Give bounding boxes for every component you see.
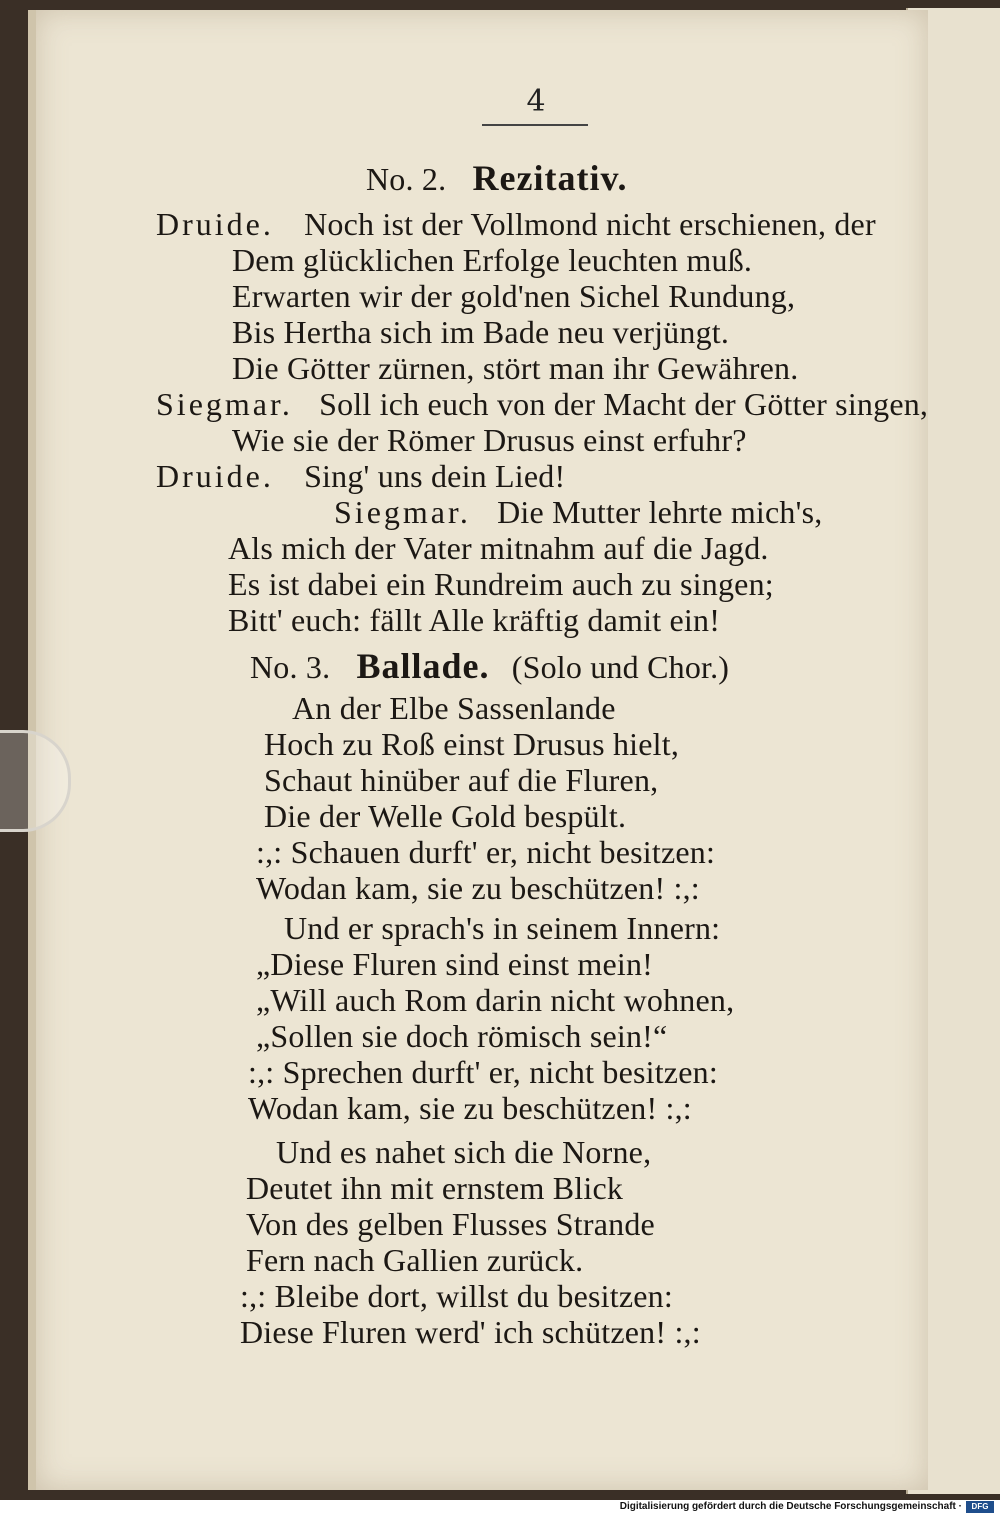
speaker-label: Siegmar. <box>334 494 471 530</box>
ballad-refrain: Wodan kam, sie zu beschützen! :,: <box>256 870 700 906</box>
verse-text: Soll ich euch von der Macht der Götter singen, <box>319 386 929 422</box>
section-heading-rezitativ <box>366 160 627 197</box>
verse-text: Erwarten wir der gold'nen Sichel Rundung, <box>232 278 796 314</box>
verse-text: Noch ist der Vollmond nicht erschienen, der <box>304 206 876 242</box>
verse-text: Die Götter zürnen, stört man ihr Gewähren. <box>232 350 799 386</box>
page-number-rule <box>482 124 588 126</box>
ballad-line: Und er sprach's in seinem Innern: <box>284 910 721 946</box>
ballad-line: An der Elbe Sassenlande <box>292 690 616 726</box>
funding-credit: Digitalisierung gefördert durch die Deutsche Forschungsgemeinschaft · <box>619 1501 962 1512</box>
section-title: Rezitativ. <box>472 158 628 198</box>
ballad-line: Von des gelben Flusses Strande <box>246 1206 655 1242</box>
recitative-line <box>232 242 752 278</box>
verse-text: Wie sie der Römer Drusus einst erfuhr? <box>232 422 747 458</box>
speaker-label: Druide. <box>156 206 274 242</box>
verse-text: Dem glücklichen Erfolge leuchten muß. <box>232 242 753 278</box>
verse-text: Als mich der Vater mitnahm auf die Jagd. <box>228 530 769 566</box>
recitative-line <box>228 602 720 638</box>
section-heading-ballade <box>250 648 729 685</box>
ballad-line: Die der Welle Gold bespült. <box>264 798 627 834</box>
ballad-refrain: :,: Sprechen durft' er, nicht besitzen: <box>248 1054 718 1090</box>
verse-text: Bitt' euch: fällt Alle kräftig damit ein! <box>228 602 721 638</box>
ballad-line: Fern nach Gallien zurück. <box>246 1242 584 1278</box>
recitative-line <box>232 278 795 314</box>
section-number: No. 3. <box>250 649 331 685</box>
speaker-label: Siegmar. <box>156 386 293 422</box>
ballad-refrain: :,: Schauen durft' er, nicht besitzen: <box>256 834 716 870</box>
recitative-line <box>232 422 747 458</box>
recitative-line <box>156 386 928 422</box>
page-number: 4 <box>526 84 546 119</box>
ballad-line: „Diese Fluren sind einst mein! <box>256 946 654 982</box>
recitative-line <box>334 494 822 530</box>
ballad-line: Deutet ihn mit ernstem Blick <box>246 1170 624 1206</box>
ballad-refrain: Diese Fluren werd' ich schützen! :,: <box>240 1314 701 1350</box>
section-number: No. 2. <box>366 161 447 197</box>
ballad-line: „Will auch Rom darin nicht wohnen, <box>256 982 735 1018</box>
book-page <box>28 10 928 1490</box>
footer-bar <box>0 1500 1000 1514</box>
dfg-logo: DFG <box>966 1501 994 1513</box>
section-subtitle: (Solo und Chor.) <box>511 649 730 685</box>
ballad-line: Schaut hinüber auf die Fluren, <box>264 762 659 798</box>
ballad-refrain: :,: Bleibe dort, willst du besitzen: <box>240 1278 673 1314</box>
ballad-line: „Sollen sie doch römisch sein!“ <box>256 1018 668 1054</box>
recitative-line <box>228 530 769 566</box>
verse-text: Es ist dabei ein Rundreim auch zu singen; <box>228 566 774 602</box>
ballad-line: Hoch zu Roß einst Drusus hielt, <box>264 726 680 762</box>
ballad-refrain: Wodan kam, sie zu beschützen! :,: <box>248 1090 692 1126</box>
verse-text: Sing' uns dein Lied! <box>304 458 566 494</box>
recitative-line <box>232 314 729 350</box>
recitative-line <box>232 350 798 386</box>
verse-text: Die Mutter lehrte mich's, <box>497 494 823 530</box>
verse-text: Bis Hertha sich im Bade neu verjüngt. <box>232 314 730 350</box>
speaker-label: Druide. <box>156 458 274 494</box>
ballad-line: Und es nahet sich die Norne, <box>276 1134 652 1170</box>
recitative-line <box>156 206 876 242</box>
recitative-line <box>156 458 565 494</box>
recitative-line <box>228 566 774 602</box>
section-title: Ballade. <box>356 646 490 686</box>
